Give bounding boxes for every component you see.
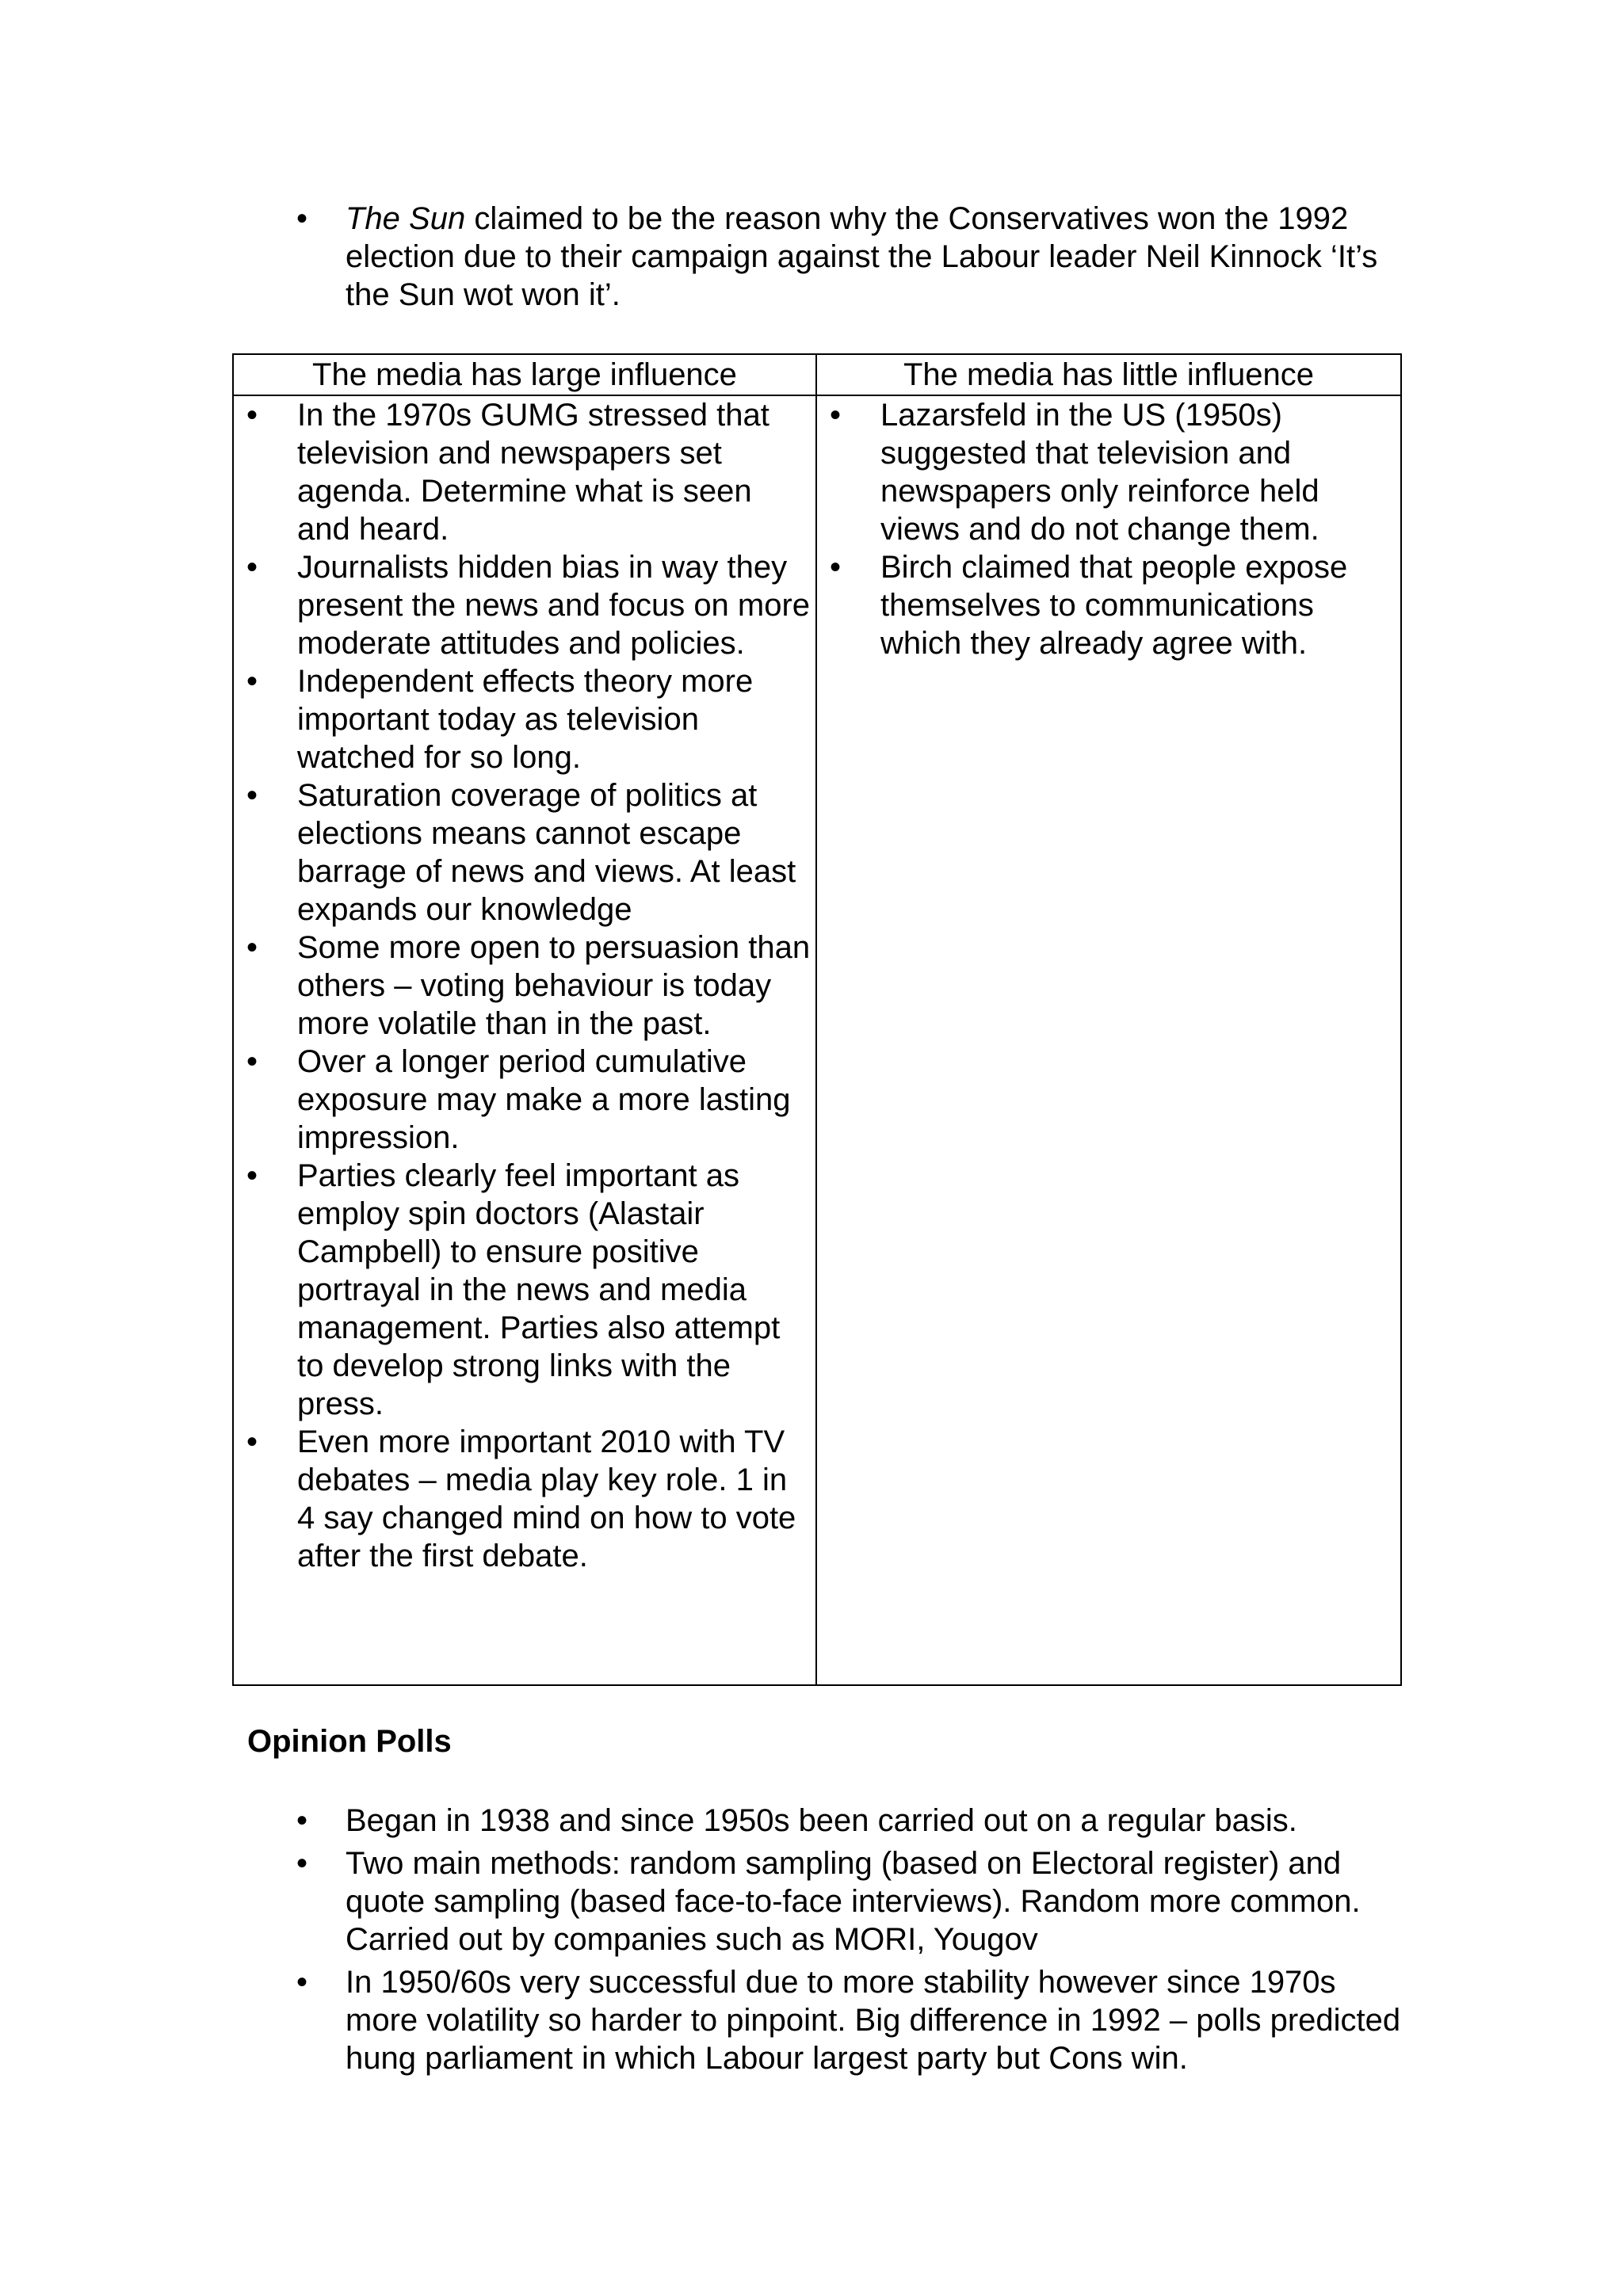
list-item	[246, 776, 812, 929]
list-item-text: Some more open to persuasion than others – voting behaviour is today more volatile than in the past.	[297, 930, 811, 1041]
opinion-polls-list	[296, 1802, 1407, 2082]
bullet-icon: •	[246, 930, 258, 965]
bullet-icon: •	[830, 550, 842, 585]
list-item	[246, 662, 812, 776]
list-item-text: Two main methods: random sampling (based on Electoral register) and quote sampling (based face-to-face interviews). Random more common. Carried out by companies such as MORI, Yougov	[346, 1846, 1361, 1957]
list-item	[246, 1157, 812, 1423]
list-item-text: Parties clearly feel important as employ spin doctors (Alastair Campbell) to ensure positive portrayal in the news and media management. Parties also attempt to develop strong links with the press.	[297, 1158, 781, 1421]
large-influence-list	[246, 396, 812, 1575]
list-item	[296, 1844, 1407, 1958]
list-item-text: Began in 1938 and since 1950s been carried out on a regular basis.	[346, 1803, 1297, 1838]
list-item-text: Lazarsfeld in the US (1950s) suggested that television and newspapers only reinforce held views and do not change them.	[880, 398, 1319, 547]
list-item-text: Birch claimed that people expose themselves to communications which they already agree with.	[880, 550, 1348, 661]
list-item-text: Journalists hidden bias in way they present the news and focus on more moderate attitudes and policies.	[297, 550, 811, 661]
list-item-text: Even more important 2010 with TV debates – media play key role. 1 in 4 say changed mind on how to vote after the first debate.	[297, 1425, 796, 1573]
list-item	[246, 1423, 812, 1575]
bullet-icon: •	[246, 550, 258, 585]
list-item	[830, 396, 1396, 548]
bullet-icon: •	[246, 1158, 258, 1193]
influence-table	[232, 353, 1402, 1686]
list-item	[296, 1963, 1407, 2077]
table-header-little-influence: The media has little influence	[903, 357, 1315, 392]
list-item-text: Over a longer period cumulative exposure may make a more lasting impression.	[297, 1044, 791, 1155]
list-item-text: claimed to be the reason why the Conservatives won the 1992 election due to their campaign against the Labour leader Neil Kinnock ‘It’s the Sun wot won it’.	[346, 201, 1378, 312]
bullet-icon: •	[296, 1803, 308, 1838]
table-header-large-influence: The media has large influence	[312, 357, 737, 392]
table-column-divider	[815, 355, 817, 1684]
little-influence-list	[830, 396, 1396, 662]
list-item	[246, 929, 812, 1043]
list-item-text: In the 1970s GUMG stressed that television and newspapers set agenda. Determine what is seen and heard.	[297, 398, 769, 547]
bullet-icon: •	[296, 1965, 308, 2000]
list-item-text: In 1950/60s very successful due to more stability however since 1970s more volatility so harder to pinpoint. Big difference in 1992 – polls predicted hung parliament in which Labour largest party but Cons win.	[346, 1965, 1401, 2076]
list-item	[246, 396, 812, 548]
list-item	[830, 548, 1396, 662]
intro-bullet-list	[296, 200, 1400, 314]
bullet-icon: •	[246, 664, 258, 699]
list-item	[246, 1043, 812, 1157]
list-item	[296, 1802, 1407, 1840]
section-heading: Opinion Polls	[247, 1724, 452, 1759]
list-item-text: Saturation coverage of politics at elections means cannot escape barrage of news and views. At least expands our knowledge	[297, 778, 796, 927]
newspaper-title: The Sun	[346, 201, 466, 236]
list-item	[246, 548, 812, 662]
bullet-icon: •	[246, 1425, 258, 1459]
bullet-icon: •	[246, 1044, 258, 1079]
bullet-icon: •	[296, 1846, 308, 1881]
bullet-icon: •	[246, 778, 258, 813]
bullet-icon: •	[246, 398, 258, 433]
list-item	[296, 200, 1400, 314]
bullet-icon: •	[296, 201, 308, 236]
bullet-icon: •	[830, 398, 842, 433]
list-item-text: Independent effects theory more important today as television watched for so long.	[297, 664, 754, 775]
